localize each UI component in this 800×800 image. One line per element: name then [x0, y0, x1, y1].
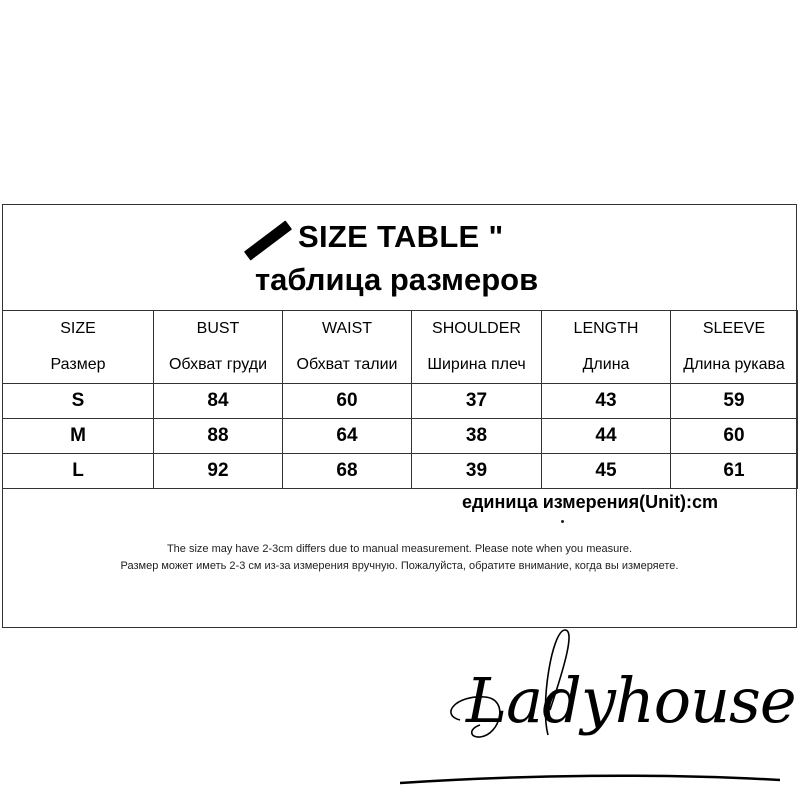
title-english: SIZE TABLE " — [298, 219, 504, 254]
table-cell: 84 — [154, 384, 283, 419]
size-table — [2, 310, 798, 489]
title-russian: таблица размеров — [255, 262, 539, 297]
table-cell: 59 — [671, 384, 798, 419]
table-cell: 38 — [412, 419, 542, 454]
table-cell: 45 — [542, 454, 671, 489]
header-cell: SHOULDER Ширина плеч — [412, 311, 542, 384]
decorative-dot — [561, 520, 564, 523]
table-cell: 61 — [671, 454, 798, 489]
table-cell: 64 — [283, 419, 412, 454]
unit-label: единица измерения(Unit):cm — [462, 492, 719, 512]
header-cell: SLEEVE Длина рукава — [671, 311, 798, 384]
note-russian: Размер может иметь 2-3 см из-за измерения вручную. Пожалуйста, обратите внимание, когда вы измеряете. — [120, 560, 679, 572]
table-cell: S — [3, 384, 154, 419]
table-cell: 44 — [542, 419, 671, 454]
header-cell: LENGTH Длина — [542, 311, 671, 384]
table-cell: 43 — [542, 384, 671, 419]
table-cell: 88 — [154, 419, 283, 454]
logo-wordmark: Ladyhouse — [466, 664, 796, 737]
table-cell: L — [3, 454, 154, 489]
header-cell: SIZE Размер — [3, 311, 154, 384]
table-row — [3, 454, 798, 489]
table-cell: M — [3, 419, 154, 454]
table-cell: 60 — [283, 384, 412, 419]
header-cell: WAIST Обхват талии — [283, 311, 412, 384]
table-cell: 60 — [671, 419, 798, 454]
table-header-row — [3, 311, 798, 384]
table-row — [3, 419, 798, 454]
header-cell: BUST Обхват груди — [154, 311, 283, 384]
table-cell: 37 — [412, 384, 542, 419]
table-row — [3, 384, 798, 419]
table-cell: 92 — [154, 454, 283, 489]
table-cell: 39 — [412, 454, 542, 489]
note-english: The size may have 2-3cm differs due to manual measurement. Please note when you measure. — [166, 543, 633, 555]
table-cell: 68 — [283, 454, 412, 489]
